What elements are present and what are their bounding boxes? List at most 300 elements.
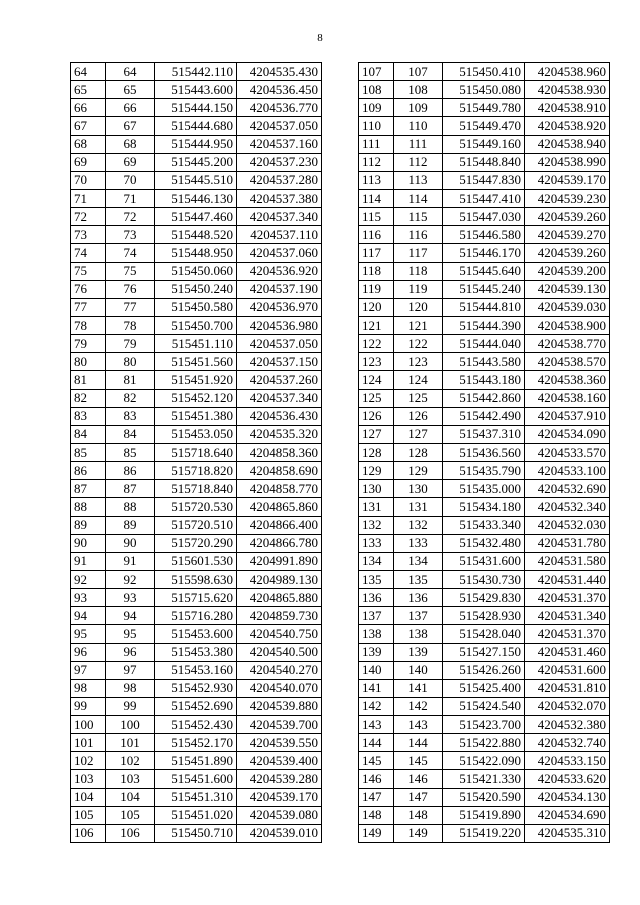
y-coordinate-cell: 4204537.050 bbox=[237, 335, 322, 353]
table-row bbox=[359, 262, 610, 280]
point-number-cell: 115 bbox=[359, 208, 394, 226]
x-coordinate-cell: 515442.490 bbox=[443, 407, 525, 425]
point-number-cell: 92 bbox=[71, 570, 106, 588]
x-coordinate-cell: 515450.060 bbox=[155, 262, 237, 280]
table-row bbox=[359, 371, 610, 389]
table-row bbox=[71, 589, 322, 607]
table-row bbox=[71, 625, 322, 643]
table-row bbox=[359, 189, 610, 207]
point-id-cell: 78 bbox=[106, 316, 155, 334]
point-id-cell: 93 bbox=[106, 589, 155, 607]
table-row bbox=[71, 298, 322, 316]
x-coordinate-cell: 515452.690 bbox=[155, 697, 237, 715]
x-coordinate-cell: 515444.390 bbox=[443, 316, 525, 334]
x-coordinate-cell: 515437.310 bbox=[443, 425, 525, 443]
point-number-cell: 104 bbox=[71, 788, 106, 806]
point-number-cell: 132 bbox=[359, 516, 394, 534]
x-coordinate-cell: 515442.860 bbox=[443, 389, 525, 407]
point-id-cell: 139 bbox=[394, 643, 443, 661]
x-coordinate-cell: 515447.410 bbox=[443, 189, 525, 207]
point-id-cell: 127 bbox=[394, 425, 443, 443]
x-coordinate-cell: 515718.840 bbox=[155, 480, 237, 498]
point-number-cell: 73 bbox=[71, 226, 106, 244]
table-row bbox=[359, 516, 610, 534]
table-row bbox=[71, 316, 322, 334]
table-row bbox=[359, 425, 610, 443]
point-id-cell: 107 bbox=[394, 63, 443, 81]
point-number-cell: 91 bbox=[71, 552, 106, 570]
y-coordinate-cell: 4204531.370 bbox=[525, 625, 610, 643]
point-number-cell: 97 bbox=[71, 661, 106, 679]
x-coordinate-cell: 515453.600 bbox=[155, 625, 237, 643]
table-row bbox=[359, 226, 610, 244]
y-coordinate-cell: 4204538.930 bbox=[525, 81, 610, 99]
table-row bbox=[359, 208, 610, 226]
x-coordinate-cell: 515601.530 bbox=[155, 552, 237, 570]
point-id-cell: 113 bbox=[394, 171, 443, 189]
x-coordinate-cell: 515452.120 bbox=[155, 389, 237, 407]
point-number-cell: 114 bbox=[359, 189, 394, 207]
y-coordinate-cell: 4204539.010 bbox=[237, 824, 322, 842]
table-row bbox=[71, 335, 322, 353]
point-id-cell: 128 bbox=[394, 443, 443, 461]
point-number-cell: 105 bbox=[71, 806, 106, 824]
point-id-cell: 76 bbox=[106, 280, 155, 298]
table-row bbox=[359, 679, 610, 697]
y-coordinate-cell: 4204532.690 bbox=[525, 480, 610, 498]
point-number-cell: 134 bbox=[359, 552, 394, 570]
point-id-cell: 134 bbox=[394, 552, 443, 570]
point-id-cell: 102 bbox=[106, 752, 155, 770]
point-id-cell: 92 bbox=[106, 570, 155, 588]
point-id-cell: 75 bbox=[106, 262, 155, 280]
point-id-cell: 85 bbox=[106, 443, 155, 461]
table-row bbox=[359, 135, 610, 153]
y-coordinate-cell: 4204533.100 bbox=[525, 462, 610, 480]
point-id-cell: 144 bbox=[394, 734, 443, 752]
table-row bbox=[71, 552, 322, 570]
y-coordinate-cell: 4204539.880 bbox=[237, 697, 322, 715]
x-coordinate-cell: 515448.520 bbox=[155, 226, 237, 244]
y-coordinate-cell: 4204534.090 bbox=[525, 425, 610, 443]
table-row bbox=[71, 806, 322, 824]
point-number-cell: 147 bbox=[359, 788, 394, 806]
x-coordinate-cell: 515444.810 bbox=[443, 298, 525, 316]
point-id-cell: 110 bbox=[394, 117, 443, 135]
x-coordinate-cell: 515451.920 bbox=[155, 371, 237, 389]
y-coordinate-cell: 4204536.920 bbox=[237, 262, 322, 280]
x-coordinate-cell: 515452.170 bbox=[155, 734, 237, 752]
point-number-cell: 87 bbox=[71, 480, 106, 498]
y-coordinate-cell: 4204539.080 bbox=[237, 806, 322, 824]
point-number-cell: 98 bbox=[71, 679, 106, 697]
point-id-cell: 133 bbox=[394, 534, 443, 552]
point-id-cell: 98 bbox=[106, 679, 155, 697]
y-coordinate-cell: 4204531.370 bbox=[525, 589, 610, 607]
table-row bbox=[71, 371, 322, 389]
point-number-cell: 130 bbox=[359, 480, 394, 498]
point-number-cell: 93 bbox=[71, 589, 106, 607]
y-coordinate-cell: 4204532.070 bbox=[525, 697, 610, 715]
point-number-cell: 88 bbox=[71, 498, 106, 516]
table-row bbox=[71, 407, 322, 425]
point-number-cell: 67 bbox=[71, 117, 106, 135]
table-row bbox=[359, 788, 610, 806]
y-coordinate-cell: 4204533.570 bbox=[525, 443, 610, 461]
point-number-cell: 139 bbox=[359, 643, 394, 661]
point-number-cell: 111 bbox=[359, 135, 394, 153]
table-row bbox=[359, 280, 610, 298]
point-id-cell: 117 bbox=[394, 244, 443, 262]
point-id-cell: 83 bbox=[106, 407, 155, 425]
point-id-cell: 142 bbox=[394, 697, 443, 715]
x-coordinate-cell: 515445.510 bbox=[155, 171, 237, 189]
point-number-cell: 108 bbox=[359, 81, 394, 99]
point-id-cell: 89 bbox=[106, 516, 155, 534]
point-id-cell: 143 bbox=[394, 716, 443, 734]
point-id-cell: 112 bbox=[394, 153, 443, 171]
x-coordinate-cell: 515449.470 bbox=[443, 117, 525, 135]
table-row bbox=[359, 298, 610, 316]
point-id-cell: 141 bbox=[394, 679, 443, 697]
table-row bbox=[71, 643, 322, 661]
x-coordinate-cell: 515447.460 bbox=[155, 208, 237, 226]
point-number-cell: 128 bbox=[359, 443, 394, 461]
table-row bbox=[71, 117, 322, 135]
point-number-cell: 148 bbox=[359, 806, 394, 824]
point-number-cell: 138 bbox=[359, 625, 394, 643]
point-number-cell: 94 bbox=[71, 607, 106, 625]
y-coordinate-cell: 4204536.970 bbox=[237, 298, 322, 316]
table-row bbox=[359, 407, 610, 425]
table-row bbox=[71, 534, 322, 552]
point-id-cell: 82 bbox=[106, 389, 155, 407]
y-coordinate-cell: 4204540.750 bbox=[237, 625, 322, 643]
table-row bbox=[359, 552, 610, 570]
table-row bbox=[71, 734, 322, 752]
table-row bbox=[359, 480, 610, 498]
point-id-cell: 103 bbox=[106, 770, 155, 788]
y-coordinate-cell: 4204866.400 bbox=[237, 516, 322, 534]
x-coordinate-cell: 515419.890 bbox=[443, 806, 525, 824]
y-coordinate-cell: 4204539.270 bbox=[525, 226, 610, 244]
x-coordinate-cell: 515430.730 bbox=[443, 570, 525, 588]
point-id-cell: 101 bbox=[106, 734, 155, 752]
point-number-cell: 118 bbox=[359, 262, 394, 280]
table-row bbox=[71, 570, 322, 588]
table-row bbox=[71, 171, 322, 189]
point-number-cell: 145 bbox=[359, 752, 394, 770]
point-id-cell: 105 bbox=[106, 806, 155, 824]
y-coordinate-cell: 4204537.230 bbox=[237, 153, 322, 171]
point-id-cell: 123 bbox=[394, 353, 443, 371]
y-coordinate-cell: 4204858.690 bbox=[237, 462, 322, 480]
table-row bbox=[71, 480, 322, 498]
point-number-cell: 106 bbox=[71, 824, 106, 842]
x-coordinate-cell: 515446.130 bbox=[155, 189, 237, 207]
x-coordinate-cell: 515451.310 bbox=[155, 788, 237, 806]
y-coordinate-cell: 4204538.360 bbox=[525, 371, 610, 389]
point-id-cell: 99 bbox=[106, 697, 155, 715]
x-coordinate-cell: 515435.790 bbox=[443, 462, 525, 480]
point-id-cell: 136 bbox=[394, 589, 443, 607]
table-row bbox=[71, 679, 322, 697]
point-number-cell: 79 bbox=[71, 335, 106, 353]
x-coordinate-cell: 515450.240 bbox=[155, 280, 237, 298]
point-id-cell: 120 bbox=[394, 298, 443, 316]
point-id-cell: 66 bbox=[106, 99, 155, 117]
y-coordinate-cell: 4204539.260 bbox=[525, 208, 610, 226]
table-row bbox=[359, 607, 610, 625]
x-coordinate-cell: 515444.040 bbox=[443, 335, 525, 353]
point-id-cell: 79 bbox=[106, 335, 155, 353]
table-row bbox=[71, 752, 322, 770]
table-row bbox=[359, 716, 610, 734]
point-number-cell: 107 bbox=[359, 63, 394, 81]
y-coordinate-cell: 4204865.880 bbox=[237, 589, 322, 607]
point-id-cell: 135 bbox=[394, 570, 443, 588]
y-coordinate-cell: 4204859.730 bbox=[237, 607, 322, 625]
point-number-cell: 66 bbox=[71, 99, 106, 117]
table-row bbox=[359, 570, 610, 588]
y-coordinate-cell: 4204539.550 bbox=[237, 734, 322, 752]
x-coordinate-cell: 515443.180 bbox=[443, 371, 525, 389]
x-coordinate-cell: 515445.200 bbox=[155, 153, 237, 171]
table-row bbox=[359, 316, 610, 334]
point-number-cell: 82 bbox=[71, 389, 106, 407]
y-coordinate-cell: 4204531.580 bbox=[525, 552, 610, 570]
x-coordinate-cell: 515450.700 bbox=[155, 316, 237, 334]
table-row bbox=[71, 661, 322, 679]
point-number-cell: 143 bbox=[359, 716, 394, 734]
point-number-cell: 120 bbox=[359, 298, 394, 316]
x-coordinate-cell: 515450.080 bbox=[443, 81, 525, 99]
table-row bbox=[359, 661, 610, 679]
point-id-cell: 119 bbox=[394, 280, 443, 298]
x-coordinate-cell: 515720.510 bbox=[155, 516, 237, 534]
x-coordinate-cell: 515449.780 bbox=[443, 99, 525, 117]
point-number-cell: 136 bbox=[359, 589, 394, 607]
point-number-cell: 141 bbox=[359, 679, 394, 697]
y-coordinate-cell: 4204532.030 bbox=[525, 516, 610, 534]
x-coordinate-cell: 515447.830 bbox=[443, 171, 525, 189]
table-row bbox=[71, 244, 322, 262]
point-id-cell: 108 bbox=[394, 81, 443, 99]
y-coordinate-cell: 4204531.440 bbox=[525, 570, 610, 588]
point-id-cell: 80 bbox=[106, 353, 155, 371]
x-coordinate-cell: 515424.540 bbox=[443, 697, 525, 715]
point-id-cell: 88 bbox=[106, 498, 155, 516]
point-id-cell: 122 bbox=[394, 335, 443, 353]
y-coordinate-cell: 4204539.200 bbox=[525, 262, 610, 280]
point-number-cell: 83 bbox=[71, 407, 106, 425]
x-coordinate-cell: 515453.050 bbox=[155, 425, 237, 443]
table-row bbox=[359, 697, 610, 715]
point-number-cell: 110 bbox=[359, 117, 394, 135]
y-coordinate-cell: 4204531.460 bbox=[525, 643, 610, 661]
point-number-cell: 64 bbox=[71, 63, 106, 81]
y-coordinate-cell: 4204539.170 bbox=[237, 788, 322, 806]
y-coordinate-cell: 4204533.150 bbox=[525, 752, 610, 770]
point-id-cell: 77 bbox=[106, 298, 155, 316]
y-coordinate-cell: 4204536.980 bbox=[237, 316, 322, 334]
y-coordinate-cell: 4204538.570 bbox=[525, 353, 610, 371]
x-coordinate-cell: 515444.150 bbox=[155, 99, 237, 117]
point-id-cell: 132 bbox=[394, 516, 443, 534]
point-id-cell: 126 bbox=[394, 407, 443, 425]
x-coordinate-cell: 515420.590 bbox=[443, 788, 525, 806]
table-row bbox=[71, 189, 322, 207]
y-coordinate-cell: 4204536.770 bbox=[237, 99, 322, 117]
point-number-cell: 112 bbox=[359, 153, 394, 171]
point-number-cell: 113 bbox=[359, 171, 394, 189]
table-row bbox=[71, 697, 322, 715]
y-coordinate-cell: 4204538.940 bbox=[525, 135, 610, 153]
y-coordinate-cell: 4204866.780 bbox=[237, 534, 322, 552]
point-number-cell: 71 bbox=[71, 189, 106, 207]
point-id-cell: 129 bbox=[394, 462, 443, 480]
point-number-cell: 131 bbox=[359, 498, 394, 516]
x-coordinate-cell: 515450.580 bbox=[155, 298, 237, 316]
y-coordinate-cell: 4204534.130 bbox=[525, 788, 610, 806]
point-id-cell: 69 bbox=[106, 153, 155, 171]
x-coordinate-cell: 515451.560 bbox=[155, 353, 237, 371]
point-number-cell: 124 bbox=[359, 371, 394, 389]
x-coordinate-cell: 515433.340 bbox=[443, 516, 525, 534]
x-coordinate-cell: 515422.880 bbox=[443, 734, 525, 752]
coordinates-table-right bbox=[358, 62, 610, 843]
x-coordinate-cell: 515715.620 bbox=[155, 589, 237, 607]
x-coordinate-cell: 515447.030 bbox=[443, 208, 525, 226]
y-coordinate-cell: 4204531.810 bbox=[525, 679, 610, 697]
point-number-cell: 100 bbox=[71, 716, 106, 734]
y-coordinate-cell: 4204537.150 bbox=[237, 353, 322, 371]
point-number-cell: 69 bbox=[71, 153, 106, 171]
y-coordinate-cell: 4204538.920 bbox=[525, 117, 610, 135]
y-coordinate-cell: 4204537.190 bbox=[237, 280, 322, 298]
point-number-cell: 149 bbox=[359, 824, 394, 842]
point-number-cell: 95 bbox=[71, 625, 106, 643]
point-number-cell: 74 bbox=[71, 244, 106, 262]
point-number-cell: 75 bbox=[71, 262, 106, 280]
point-id-cell: 149 bbox=[394, 824, 443, 842]
y-coordinate-cell: 4204537.160 bbox=[237, 135, 322, 153]
point-number-cell: 76 bbox=[71, 280, 106, 298]
point-number-cell: 146 bbox=[359, 770, 394, 788]
y-coordinate-cell: 4204539.130 bbox=[525, 280, 610, 298]
point-number-cell: 122 bbox=[359, 335, 394, 353]
x-coordinate-cell: 515444.680 bbox=[155, 117, 237, 135]
y-coordinate-cell: 4204531.780 bbox=[525, 534, 610, 552]
table-row bbox=[71, 226, 322, 244]
x-coordinate-cell: 515450.710 bbox=[155, 824, 237, 842]
point-number-cell: 68 bbox=[71, 135, 106, 153]
y-coordinate-cell: 4204537.260 bbox=[237, 371, 322, 389]
y-coordinate-cell: 4204991.890 bbox=[237, 552, 322, 570]
table-row bbox=[71, 462, 322, 480]
y-coordinate-cell: 4204989.130 bbox=[237, 570, 322, 588]
table-row bbox=[359, 643, 610, 661]
y-coordinate-cell: 4204532.340 bbox=[525, 498, 610, 516]
point-id-cell: 138 bbox=[394, 625, 443, 643]
point-number-cell: 78 bbox=[71, 316, 106, 334]
table-row bbox=[359, 462, 610, 480]
point-id-cell: 111 bbox=[394, 135, 443, 153]
x-coordinate-cell: 515422.090 bbox=[443, 752, 525, 770]
point-id-cell: 131 bbox=[394, 498, 443, 516]
y-coordinate-cell: 4204538.960 bbox=[525, 63, 610, 81]
x-coordinate-cell: 515421.330 bbox=[443, 770, 525, 788]
point-id-cell: 64 bbox=[106, 63, 155, 81]
y-coordinate-cell: 4204537.280 bbox=[237, 171, 322, 189]
table-row bbox=[71, 99, 322, 117]
table-row bbox=[359, 244, 610, 262]
table-row bbox=[359, 625, 610, 643]
y-coordinate-cell: 4204539.400 bbox=[237, 752, 322, 770]
point-number-cell: 123 bbox=[359, 353, 394, 371]
y-coordinate-cell: 4204539.170 bbox=[525, 171, 610, 189]
y-coordinate-cell: 4204537.060 bbox=[237, 244, 322, 262]
point-id-cell: 100 bbox=[106, 716, 155, 734]
point-number-cell: 117 bbox=[359, 244, 394, 262]
y-coordinate-cell: 4204535.430 bbox=[237, 63, 322, 81]
x-coordinate-cell: 515444.950 bbox=[155, 135, 237, 153]
x-coordinate-cell: 515428.040 bbox=[443, 625, 525, 643]
x-coordinate-cell: 515720.290 bbox=[155, 534, 237, 552]
table-row bbox=[359, 99, 610, 117]
point-id-cell: 74 bbox=[106, 244, 155, 262]
x-coordinate-cell: 515442.110 bbox=[155, 63, 237, 81]
x-coordinate-cell: 515448.840 bbox=[443, 153, 525, 171]
y-coordinate-cell: 4204858.770 bbox=[237, 480, 322, 498]
table-row bbox=[359, 353, 610, 371]
point-number-cell: 127 bbox=[359, 425, 394, 443]
table-row bbox=[71, 425, 322, 443]
point-number-cell: 101 bbox=[71, 734, 106, 752]
point-number-cell: 125 bbox=[359, 389, 394, 407]
point-id-cell: 115 bbox=[394, 208, 443, 226]
table-row bbox=[359, 171, 610, 189]
y-coordinate-cell: 4204540.270 bbox=[237, 661, 322, 679]
point-number-cell: 140 bbox=[359, 661, 394, 679]
table-row bbox=[71, 153, 322, 171]
table-row bbox=[71, 208, 322, 226]
point-id-cell: 70 bbox=[106, 171, 155, 189]
table-row bbox=[71, 389, 322, 407]
x-coordinate-cell: 515423.700 bbox=[443, 716, 525, 734]
x-coordinate-cell: 515451.890 bbox=[155, 752, 237, 770]
table-row bbox=[71, 353, 322, 371]
point-id-cell: 148 bbox=[394, 806, 443, 824]
point-id-cell: 87 bbox=[106, 480, 155, 498]
point-id-cell: 73 bbox=[106, 226, 155, 244]
y-coordinate-cell: 4204538.990 bbox=[525, 153, 610, 171]
table-row bbox=[359, 589, 610, 607]
table-row bbox=[359, 770, 610, 788]
y-coordinate-cell: 4204540.070 bbox=[237, 679, 322, 697]
y-coordinate-cell: 4204531.600 bbox=[525, 661, 610, 679]
point-id-cell: 121 bbox=[394, 316, 443, 334]
y-coordinate-cell: 4204537.340 bbox=[237, 389, 322, 407]
point-number-cell: 109 bbox=[359, 99, 394, 117]
point-number-cell: 142 bbox=[359, 697, 394, 715]
table-row bbox=[359, 734, 610, 752]
x-coordinate-cell: 515426.260 bbox=[443, 661, 525, 679]
x-coordinate-cell: 515428.930 bbox=[443, 607, 525, 625]
point-id-cell: 72 bbox=[106, 208, 155, 226]
table-row bbox=[359, 335, 610, 353]
y-coordinate-cell: 4204858.360 bbox=[237, 443, 322, 461]
